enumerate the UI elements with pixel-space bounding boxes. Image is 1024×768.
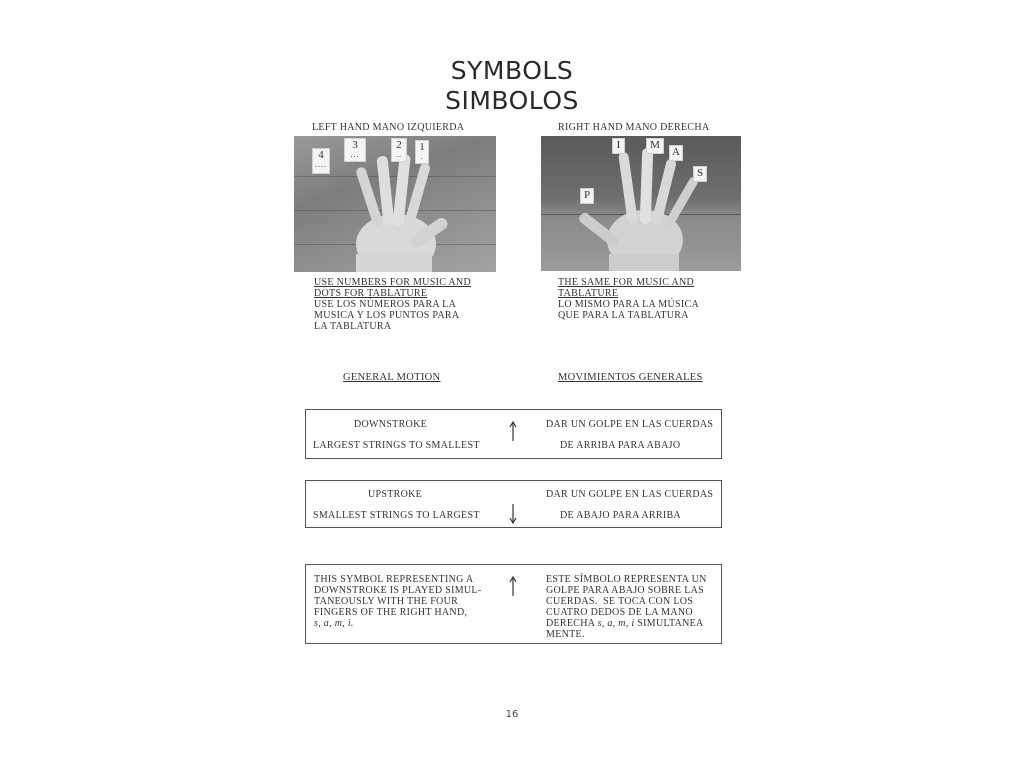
symbol-description-box	[305, 564, 722, 644]
right-hand-note-en: THE SAME FOR MUSIC AND TABLATURE	[558, 277, 695, 299]
general-motion-heading: GENERAL MOTION	[343, 372, 441, 383]
upstroke-desc: SMALLEST STRINGS TO LARGEST	[313, 510, 480, 521]
downstroke-title: DOWNSTROKE	[354, 419, 427, 430]
finger-label-4: 4 ....	[312, 148, 330, 174]
left-hand-note-en: USE NUMBERS FOR MUSIC AND DOTS FOR TABLATURE	[314, 277, 471, 299]
finger-label-I: I	[612, 138, 625, 154]
right-hand-photo	[541, 136, 741, 271]
right-hand-image	[541, 136, 741, 271]
finger-label-1: 1 .	[415, 140, 429, 164]
up-arrow-icon	[508, 575, 518, 597]
symbol-text-es-end: MENTE.	[546, 629, 585, 640]
left-hand-photo	[294, 136, 496, 272]
finger-label-A: A	[669, 145, 683, 161]
downstroke-box	[305, 409, 722, 459]
finger-label-P: P	[580, 188, 594, 204]
left-hand-note-es: USE LOS NÚMEROS PARA LA MUSICA Y LOS PUNTOS PARA LA TABLATURA	[314, 299, 460, 332]
finger-label-S: S	[693, 166, 707, 182]
symbol-text-en-fingers: s, a, m, i.	[314, 618, 354, 629]
upstroke-title: UPSTROKE	[368, 489, 423, 500]
upstroke-desc-es: DE ABAJO PARA ARRIBA	[560, 510, 681, 521]
down-arrow-icon	[508, 503, 518, 525]
finger-label-2: 2 ..	[391, 138, 407, 162]
left-hand-caption: LEFT HAND MANO IZQUIERDA	[312, 122, 465, 133]
right-hand-note-es: LO MISMO PARA LA MÚSICA QUE PARA LA TABLATURA	[558, 299, 700, 321]
finger-label-M: M	[646, 138, 664, 154]
finger-label-3: 3 ...	[344, 138, 366, 162]
symbol-text-es: ESTE SÍMBOLO REPRESENTA UN GOLPE PARA ABAJO SOBRE LAS CUERDAS. SE TOCA CON LOS CUATRO DEDOS DE LA MANO	[546, 574, 707, 618]
page-number: 16	[505, 709, 519, 720]
symbol-text-es-fingers: DERECHA s, a, m, i SIMULTANEA	[546, 618, 704, 629]
right-hand-caption: RIGHT HAND MANO DERECHA	[558, 122, 710, 133]
symbol-text-en: THIS SYMBOL REPRESENTING A DOWNSTROKE IS PLAYED SIMUL- TANEOUSLY WITH THE FOUR FINGERS OF THE RIGHT HAND,	[314, 574, 482, 618]
page-title: SYMBOLS	[450, 56, 574, 85]
movimientos-heading: MOVIMIENTOS GENERALES	[558, 372, 703, 383]
up-arrow-icon	[508, 420, 518, 442]
downstroke-desc-es: DE ARRIBA PARA ABAJO	[560, 440, 681, 451]
downstroke-title-es: DAR UN GOLPE EN LAS CUERDAS	[546, 419, 714, 430]
upstroke-box	[305, 480, 722, 528]
upstroke-title-es: DAR UN GOLPE EN LAS CUERDAS	[546, 489, 714, 500]
page-title-spanish: SIMBOLOS	[445, 86, 579, 115]
downstroke-desc: LARGEST STRINGS TO SMALLEST	[313, 440, 480, 451]
